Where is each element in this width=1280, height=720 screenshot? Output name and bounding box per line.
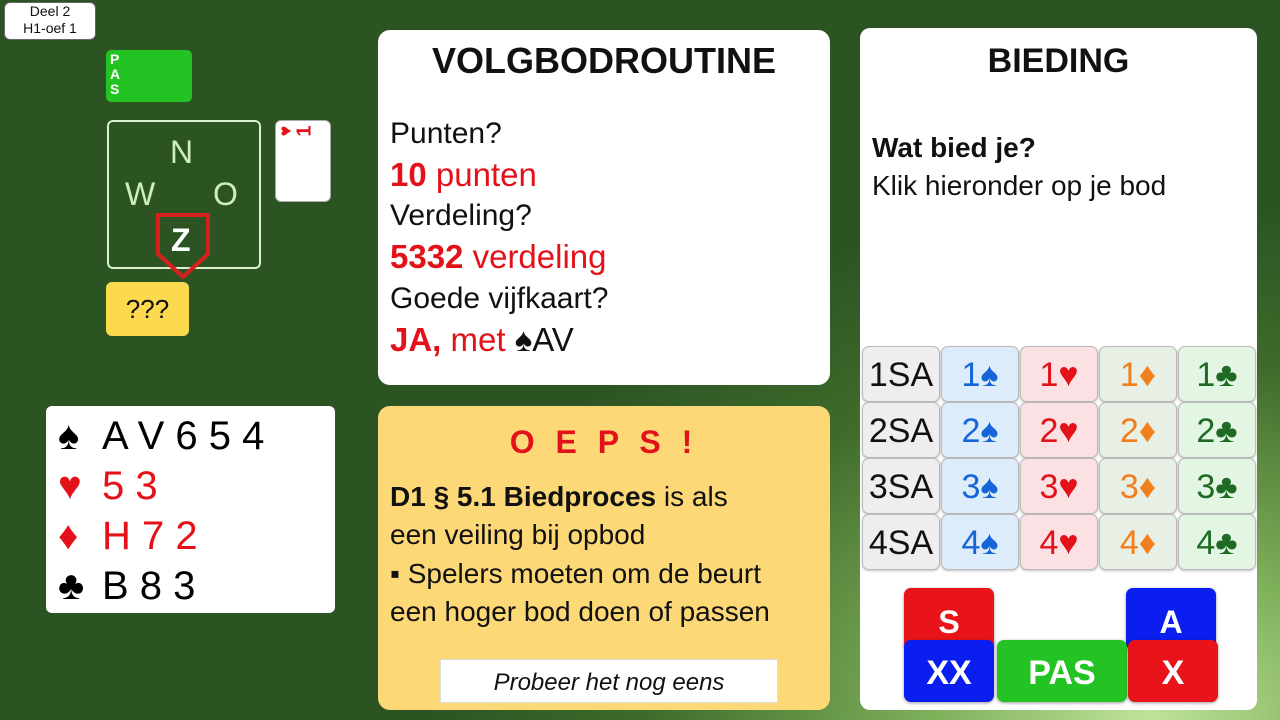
deal-part: Deel 2 xyxy=(29,3,71,19)
bid-2-heart-button[interactable]: 2♥ xyxy=(1020,402,1098,458)
bidding-panel xyxy=(860,28,1257,710)
diamond-icon: ♦ xyxy=(58,514,79,558)
pas-letter-s: S xyxy=(110,81,120,97)
bid-4-nt-button[interactable]: 4SA xyxy=(862,514,940,570)
hand-panel xyxy=(46,406,335,613)
retry-button[interactable]: Probeer het nog eens xyxy=(440,659,778,703)
hand-row-spades xyxy=(58,412,264,460)
points-value: 10 xyxy=(390,156,427,193)
oeps-title: O E P S ! xyxy=(509,424,699,460)
deal-exercise: H1-oef 1 xyxy=(23,20,77,36)
bid-1-spade-button[interactable]: 1♠ xyxy=(941,346,1019,402)
volgbod-panel xyxy=(378,30,830,385)
bidding-title: BIEDING xyxy=(987,42,1130,80)
s-button[interactable]: S xyxy=(904,588,994,650)
pas-letter-p: P xyxy=(110,51,120,67)
bidding-instruction: Klik hieronder op je bod xyxy=(872,170,1167,201)
bid-3-diamond-button[interactable]: 3♦ xyxy=(1099,458,1177,514)
north-bid-pas-chip xyxy=(106,50,192,102)
bid-1-nt-button[interactable]: 1SA xyxy=(862,346,940,402)
bid-1-heart-button[interactable]: 1♥ xyxy=(1020,346,1098,402)
bid-4-spade-button[interactable]: 4♠ xyxy=(941,514,1019,570)
bid-1-diamond-button[interactable]: 1♦ xyxy=(1099,346,1177,402)
five-card-with: met xyxy=(441,321,515,358)
hand-row-hearts xyxy=(58,462,158,510)
deal-label xyxy=(4,2,96,40)
spade-icon: ♠ xyxy=(514,321,533,358)
oeps-reference xyxy=(390,478,728,516)
reference-title: D1 § 5.1 Biedproces xyxy=(390,481,657,512)
bid-4-heart-button[interactable]: 4♥ xyxy=(1020,514,1098,570)
heart-icon: ♥ xyxy=(58,464,82,508)
answer-distribution xyxy=(390,237,607,277)
oeps-line-4: een hoger bod doen of passen xyxy=(390,596,770,627)
bid-3-spade-button[interactable]: 3♠ xyxy=(941,458,1019,514)
bid-2-nt-button[interactable]: 2SA xyxy=(862,402,940,458)
spade-icon: ♠ xyxy=(58,414,80,458)
oeps-panel xyxy=(378,406,830,710)
heart-icon: ♥ xyxy=(275,125,296,137)
hand-row-clubs xyxy=(58,562,195,610)
points-unit: punten xyxy=(426,156,537,193)
played-bid-level: 1 xyxy=(293,125,316,137)
bid-3-club-button[interactable]: 3♣ xyxy=(1178,458,1256,514)
current-bid-box: ??? xyxy=(106,282,189,336)
question-five-card: Goede vijfkaart? xyxy=(390,282,609,315)
bidding-question: Wat bied je? xyxy=(872,132,1036,163)
bid-4-club-button[interactable]: 4♣ xyxy=(1178,514,1256,570)
bid-2-club-button[interactable]: 2♣ xyxy=(1178,402,1256,458)
bid-2-spade-button[interactable]: 2♠ xyxy=(941,402,1019,458)
compass-west: W xyxy=(125,176,156,212)
reference-rest: is als xyxy=(656,481,728,512)
oeps-line-3: ▪ Spelers moeten om de beurt xyxy=(390,558,762,589)
compass-north: N xyxy=(170,134,194,170)
distribution-value: 5332 xyxy=(390,238,464,275)
redouble-button[interactable]: XX xyxy=(904,640,994,702)
hand-cards-hearts: 5 3 xyxy=(102,464,158,508)
hand-row-diamonds xyxy=(58,512,198,560)
club-icon: ♣ xyxy=(58,564,85,608)
hand-cards-spades: A V 6 5 4 xyxy=(102,414,265,458)
question-distribution: Verdeling? xyxy=(390,199,532,232)
five-card-honors: AV xyxy=(532,321,574,358)
distribution-unit: verdeling xyxy=(463,238,607,275)
bid-3-heart-button[interactable]: 3♥ xyxy=(1020,458,1098,514)
double-button[interactable]: X xyxy=(1128,640,1218,702)
bid-4-diamond-button[interactable]: 4♦ xyxy=(1099,514,1177,570)
compass-east: O xyxy=(213,176,238,212)
question-points: Punten? xyxy=(390,117,502,150)
answer-five-card xyxy=(390,320,574,360)
played-bid-card xyxy=(275,120,331,202)
bid-2-diamond-button[interactable]: 2♦ xyxy=(1099,402,1177,458)
five-card-yes: JA, xyxy=(390,321,442,358)
pass-button[interactable]: PAS xyxy=(997,640,1127,702)
oeps-line-2: een veiling bij opbod xyxy=(390,519,646,550)
a-button[interactable]: A xyxy=(1126,588,1216,650)
compass xyxy=(107,120,261,269)
hand-cards-clubs: B 8 3 xyxy=(102,564,196,608)
bid-1-club-button[interactable]: 1♣ xyxy=(1178,346,1256,402)
answer-points xyxy=(390,155,537,195)
pas-letter-a: A xyxy=(110,66,121,82)
bid-3-nt-button[interactable]: 3SA xyxy=(862,458,940,514)
volgbod-title: VOLGBODROUTINE xyxy=(431,40,776,81)
hand-cards-diamonds: H 7 2 xyxy=(102,514,198,558)
compass-south: Z xyxy=(171,222,191,258)
